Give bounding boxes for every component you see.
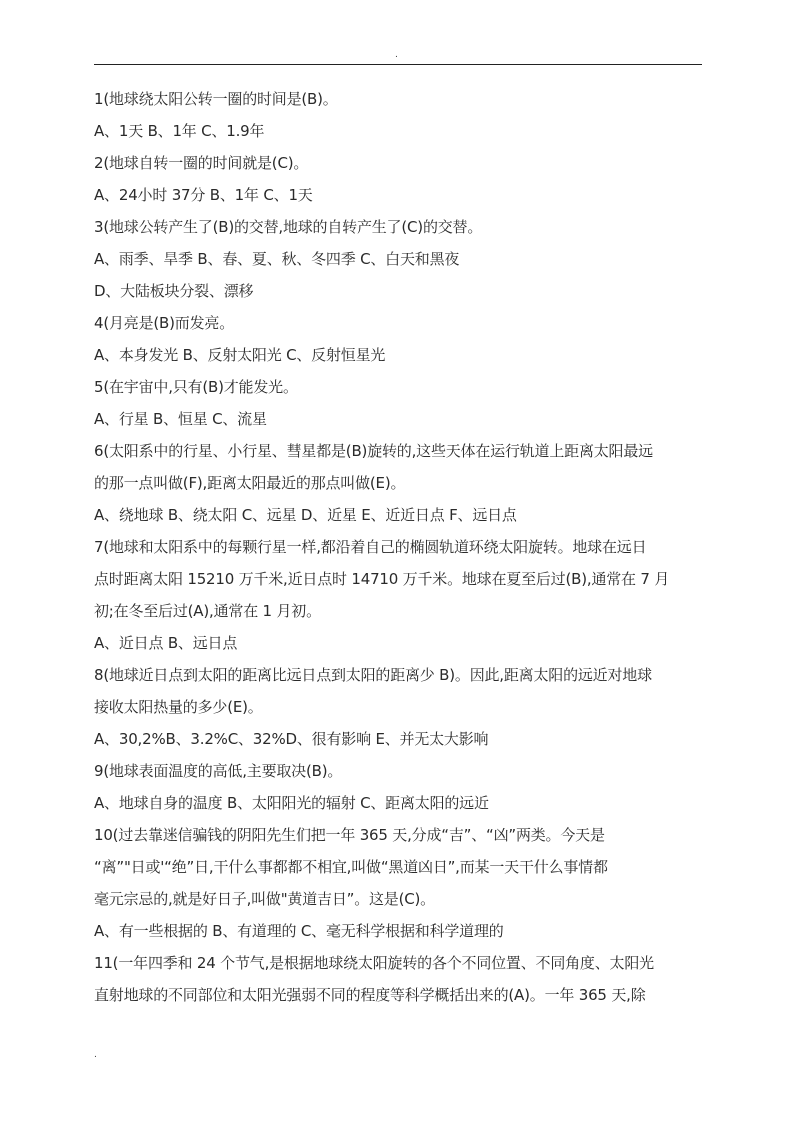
text-line: 接收太阳热量的多少(E)。 <box>94 698 263 716</box>
text-line: 1(地球绕太阳公转一圈的时间是(B)。 <box>94 90 338 108</box>
footer-mark: . <box>94 1050 97 1060</box>
text-line: 10(过去靠迷信骗钱的阴阳先生们把一年 365 天,分成“吉”、“凶”两类。今天是 <box>94 826 605 844</box>
text-line: 毫元宗忌的,就是好日子,叫做"黄道吉日”。这是(C)。 <box>94 890 435 908</box>
text-line: A、有一些根据的 B、有道理的 C、毫无科学根据和科学道理的 <box>94 922 504 940</box>
text-line: 直射地球的不同部位和太阳光强弱不同的程度等科学概括出来的(A)。一年 365 天,除 <box>94 986 646 1004</box>
text-line: 点时距离太阳 15210 万千米,近日点时 14710 万千米。地球在夏至后过(B),通常在 7 月 <box>94 570 670 588</box>
text-line: A、行星 B、恒星 C、流星 <box>94 410 267 428</box>
document-body <box>94 83 706 1011</box>
text-line: “离”"日或'“绝”日,干什么事都都不相宜,叫做“黑道凶日”,而某一天干什么事情都 <box>94 858 608 876</box>
text-line: 的那一点叫做(F),距离太阳最近的那点叫做(E)。 <box>94 474 406 492</box>
text-line: 3(地球公转产生了(B)的交替,地球的自转产生了(C)的交替。 <box>94 218 483 236</box>
text-line: 初;在冬至后过(A),通常在 1 月初。 <box>94 602 321 620</box>
text-line: A、本身发光 B、反射太阳光 C、反射恒星光 <box>94 346 386 364</box>
header-mark: . <box>395 50 398 60</box>
text-line: 4(月亮是(B)而发亮。 <box>94 314 234 332</box>
text-line: A、30,2%B、3.2%C、32%D、很有影响 E、并无太大影响 <box>94 730 489 748</box>
text-line: 8(地球近日点到太阳的距离比远日点到太阳的距离少 B)。因此,距离太阳的远近对地球 <box>94 666 652 684</box>
header-rule <box>94 64 702 65</box>
text-line: A、绕地球 B、绕太阳 C、远星 D、近星 E、近近日点 F、远日点 <box>94 506 517 524</box>
text-line: D、大陆板块分裂、漂移 <box>94 282 254 300</box>
text-line: 6(太阳系中的行星、小行星、彗星都是(B)旋转的,这些天体在运行轨道上距离太阳最远 <box>94 442 653 460</box>
text-line: 5(在宇宙中,只有(B)才能发光。 <box>94 378 298 396</box>
text-line: A、地球自身的温度 B、太阳阳光的辐射 C、距离太阳的远近 <box>94 794 489 812</box>
text-line: 11(一年四季和 24 个节气,是根据地球绕太阳旋转的各个不同位置、不同角度、太阳光 <box>94 954 654 972</box>
text-line: A、雨季、旱季 B、春、夏、秋、冬四季 C、白天和黑夜 <box>94 250 460 268</box>
text-line: A、1天 B、1年 C、1.9年 <box>94 122 265 140</box>
text-line: 2(地球自转一圈的时间就是(C)。 <box>94 154 309 172</box>
text-line: A、近日点 B、远日点 <box>94 634 238 652</box>
text-line: 7(地球和太阳系中的每颗行星一样,都沿着自己的椭圆轨道环绕太阳旋转。地球在远日 <box>94 538 647 556</box>
text-line: A、24小时 37分 B、1年 C、1天 <box>94 186 313 204</box>
text-line: 9(地球表面温度的高低,主要取决(B)。 <box>94 762 343 780</box>
